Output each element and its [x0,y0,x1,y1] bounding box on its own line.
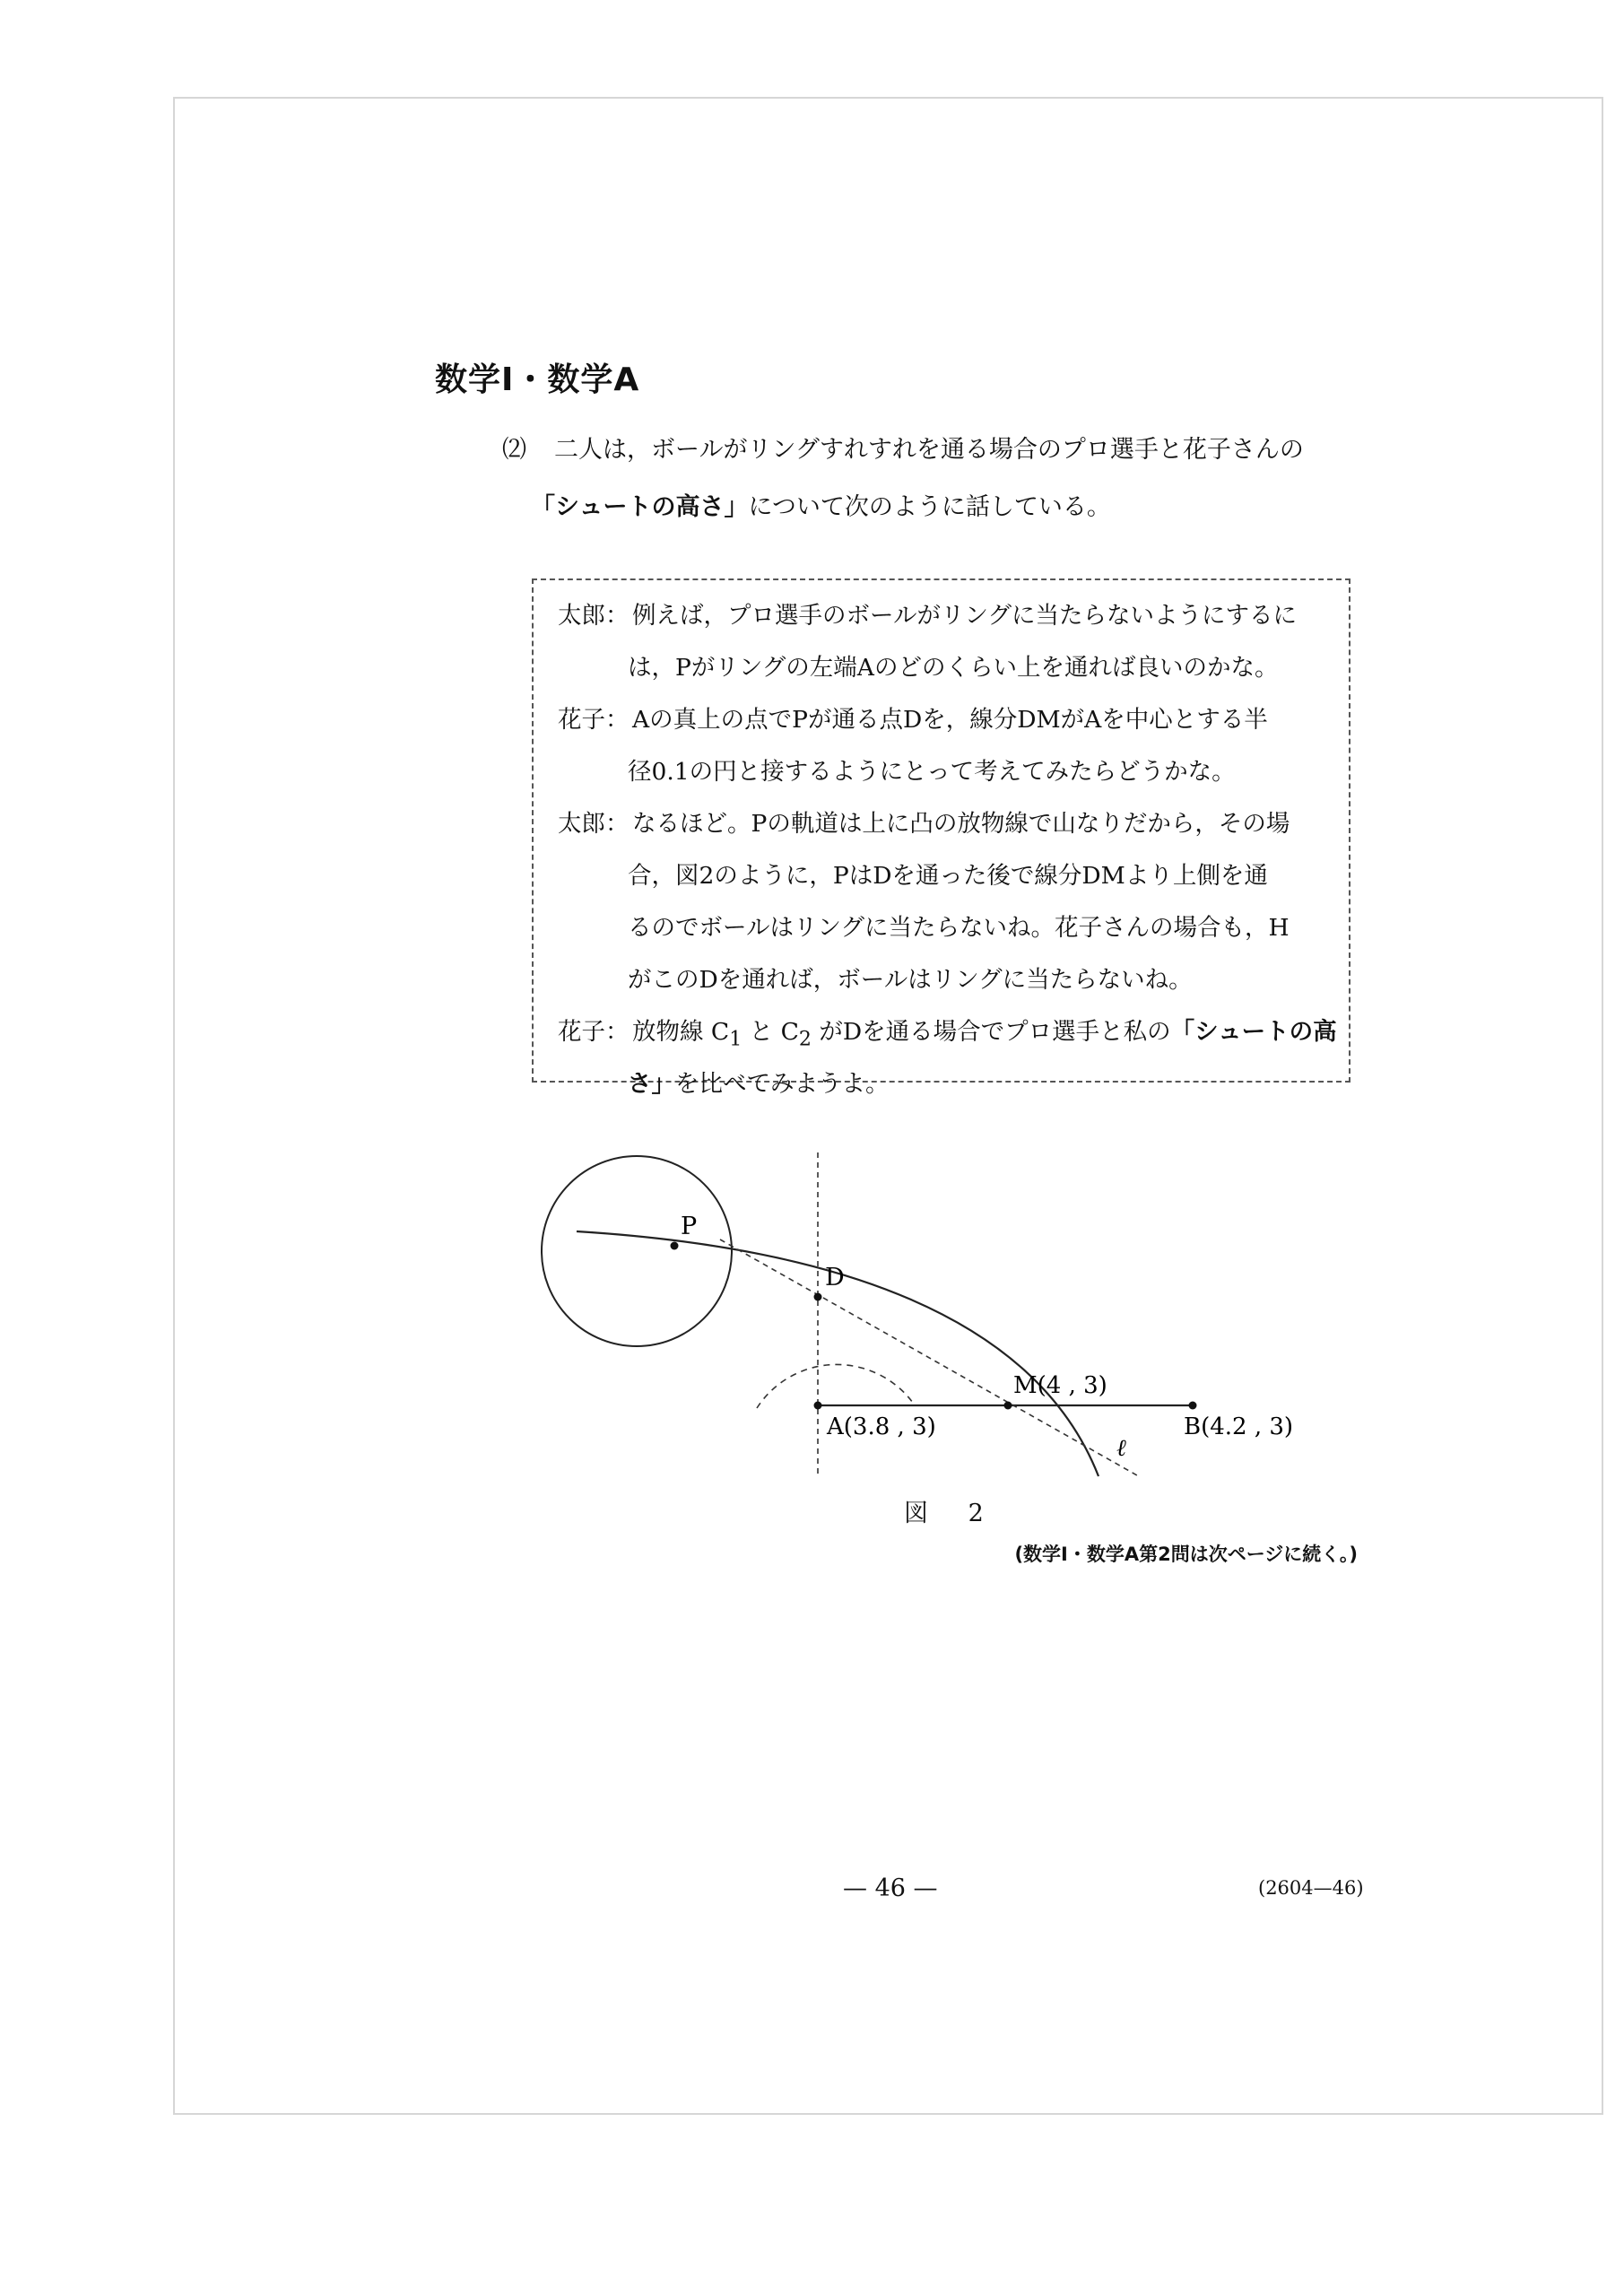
dialog-line-1 [558,596,1297,631]
intro-bold-term: 「シュートの高さ」 [531,493,749,521]
dialog-line-7: るのでボールはリングに当たらないね。花子さんの場合も，H [628,914,1290,942]
speaker-hanako: 花子： [558,1018,630,1046]
dialog-text: 放物線 C [632,1018,730,1046]
dialog-text: がDを通る場合でプロ選手と私の [811,1018,1171,1046]
label-m: M(4 , 3) [1013,1372,1107,1399]
continuation-note: (数学Ⅰ・数学A第2問は次ページに続く。) [1014,1544,1358,1565]
dialog-line-8: がこのDを通れば，ボールはリングに当たらないね。 [628,966,1193,994]
intro-line-1 [502,422,1363,479]
speaker-taro: 太郎： [558,602,630,630]
point-b [1189,1402,1197,1410]
ball-circle [542,1156,732,1346]
page-code: (2604—46) [1258,1877,1364,1899]
circle-radius-arc [757,1364,913,1408]
dialog-text: Aの真上の点でPが通る点Dを，線分DMがAを中心とする半 [632,706,1268,734]
label-b: B(4.2 , 3) [1184,1413,1294,1440]
point-d [814,1293,822,1301]
speaker-taro: 太郎： [558,810,630,838]
dialog-line-6: 合，図2のように，PはDを通った後で線分DMより上側を通 [628,862,1268,890]
subscript: 1 [729,1028,743,1051]
label-l: ℓ [1116,1435,1126,1462]
problem-intro [502,422,1363,536]
intro-text-1: 二人は，ボールがリングすれすれを通る場合のプロ選手と花子さんの [554,436,1304,464]
dialog-line-4: 径0.1の円と接するようにとって考えてみたらどうかな。 [628,758,1236,786]
point-a [814,1402,822,1410]
label-d: D [825,1264,845,1292]
dialog-line-2: は，Pがリングの左端Aのどのくらい上を通れば良いのかな。 [628,654,1279,682]
label-a: A(3.8 , 3) [827,1413,936,1440]
label-p: P [681,1213,698,1240]
dialog-text: を比べてみようよ。 [675,1070,890,1098]
speaker-hanako: 花子： [558,706,630,734]
dialog-line-10 [628,1064,890,1099]
dialog-text: 例えば，プロ選手のボールがリングに当たらないようにするに [632,602,1297,630]
intro-text-2: について次のように話している。 [748,493,1111,521]
intro-line-2 [502,479,1363,536]
page-header: 数学Ⅰ・数学A [435,361,640,398]
dialog-line-3 [558,700,1268,735]
bold-term: 「シュートの高 [1170,1018,1337,1046]
figure-caption: 図 2 [904,1500,1000,1527]
problem-number: ⑵ [502,436,526,464]
dialog-line-9 [558,1012,1337,1050]
figure-2 [538,1139,1345,1498]
dialog-line-5 [558,804,1290,839]
dialog-text: なるほど。Pの軌道は上に凸の放物線で山なりだから，その場 [632,810,1290,838]
dialog-text: と C [742,1018,799,1046]
subscript: 2 [798,1028,812,1051]
dialogue-box [532,578,1350,1098]
point-p [671,1242,679,1250]
page-number: — 46 — [843,1874,938,1902]
page-frame [173,97,1603,2115]
bold-term: さ」 [628,1070,675,1098]
point-m [1004,1402,1012,1410]
